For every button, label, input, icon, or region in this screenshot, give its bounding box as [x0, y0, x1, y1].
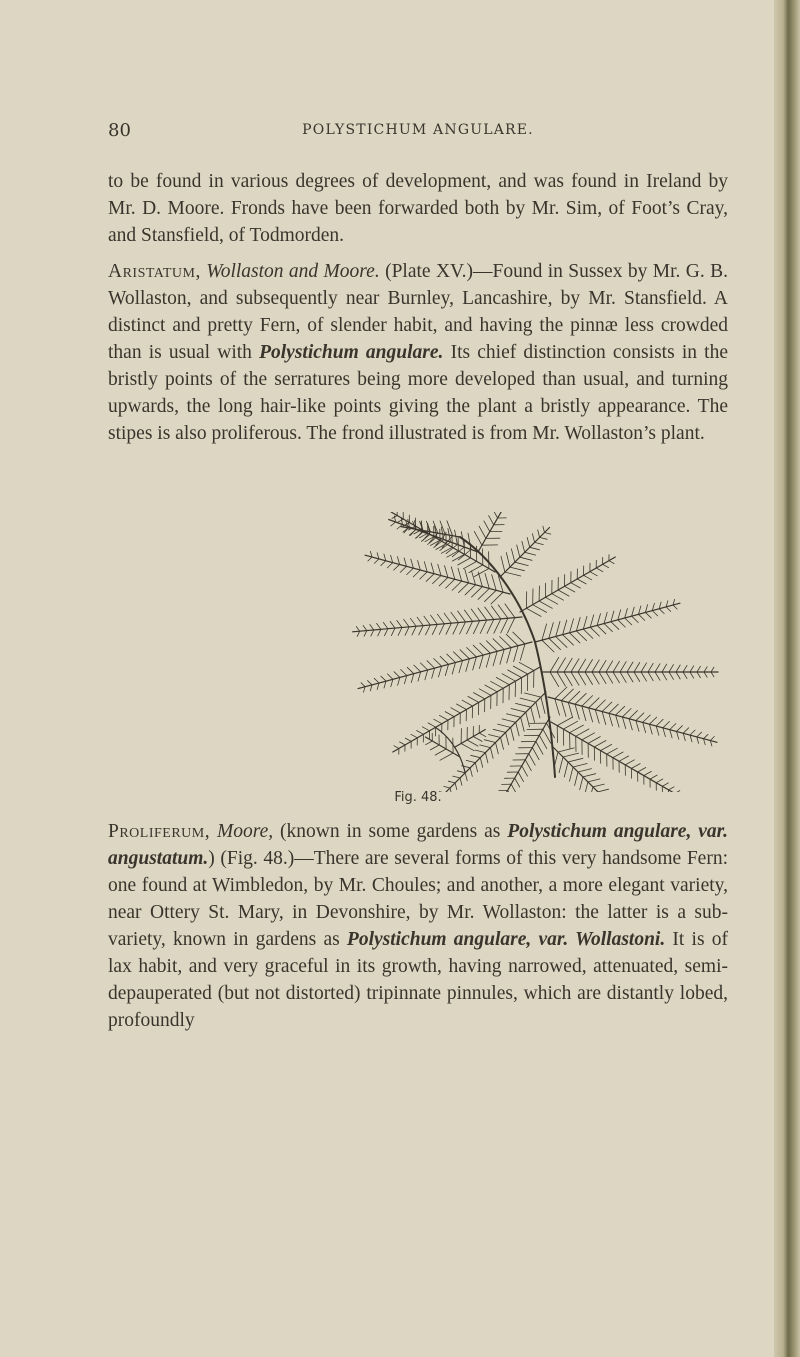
figure-caption: Fig. 48.: [394, 790, 442, 805]
paragraph-text: ) (Fig. 48.)—There are several forms of this very handsome Fern: one found at Wimbledon, by Mr. Choules; and another, a more elegant variety, near Ottery St. Mary, in Devonshire, by Mr. Wollaston: the latter is a sub-variety, known in gardens as: [108, 848, 728, 950]
page-header: [108, 120, 728, 144]
species-name: Polystichum angulare.: [259, 342, 444, 363]
paragraph-text: to be found in various degrees of development, and was found in Ireland by Mr. D. Moore. Fronds have been forwarded both by Mr. Sim, of Foot’s Cray, and Stansfield, of Todmorden.: [108, 171, 728, 246]
running-title: POLYSTICHUM ANGULARE.: [302, 122, 534, 138]
paragraph-proliferum: [108, 818, 728, 1034]
page-edge-shadow: [774, 0, 800, 1357]
authority: Moore,: [217, 821, 274, 842]
paragraph-continuation: [108, 168, 728, 249]
variety-name: Aristatum,: [108, 261, 201, 282]
paragraph-text: Its chief distinction consists in the bristly points of the serratures being more developed than usual, and turning upwards, the long hair-like points giving the plant a bristly appearance. The stipes is also proliferous. The frond illustrated is from Mr. Wollaston’s plant.: [108, 342, 728, 444]
variety-name: Proliferum,: [108, 821, 211, 842]
fern-frond-illustration: [160, 512, 760, 792]
species-name: Polystichum angulare, var. angustatum.: [108, 821, 728, 869]
fern-drawing: [160, 512, 760, 792]
page-number: 80: [108, 120, 131, 141]
paragraph-text: (Plate XV.)—Found in Sussex by Mr. G. B. Wollaston, and subsequently near Burnley, Lancashire, by Mr. Stansfield. A distinct and pretty Fern, of slender habit, and having the pinnæ less crowded than is usual with: [108, 261, 728, 363]
paragraph-text: (known in some gardens as: [273, 821, 508, 842]
paragraph-text: It is of lax habit, and very graceful in its growth, having narrowed, attenuated, semi-depauperated (but not distorted) tripinnate pinnules, which are distantly lobed, profoundly: [108, 929, 729, 1031]
paragraph-aristatum: [108, 258, 728, 447]
species-name: Polystichum angulare, var. Wollastoni.: [346, 929, 666, 950]
authority: Wollaston and Moore.: [206, 261, 380, 282]
